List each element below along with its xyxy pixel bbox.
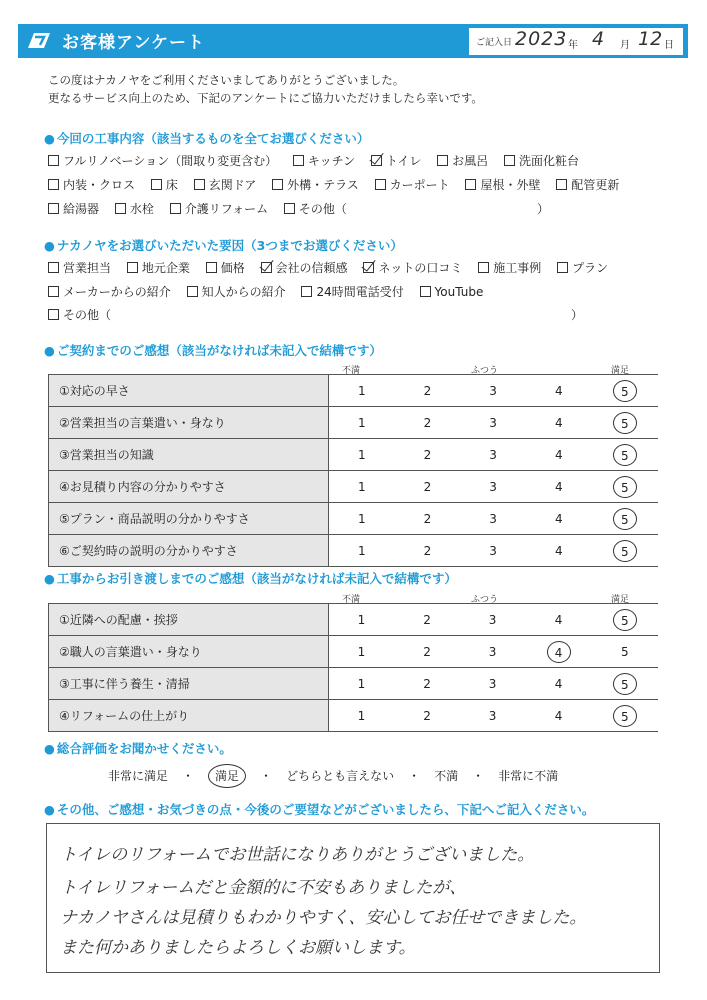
rating-value: 2: [423, 676, 431, 691]
reason-option[interactable]: 地元企業: [127, 259, 190, 276]
rating-option-5[interactable]: [592, 407, 658, 439]
work-option[interactable]: トイレ: [371, 152, 421, 169]
work-option[interactable]: 外構・テラス: [272, 176, 359, 193]
rating-question: ②営業担当の言葉遣い・身なり: [49, 407, 329, 439]
checkbox[interactable]: [556, 179, 567, 190]
checkbox[interactable]: [206, 262, 217, 273]
rating-value: 4: [554, 676, 563, 691]
checkbox[interactable]: [151, 179, 162, 190]
rating-question: ④リフォームの仕上がり: [49, 700, 329, 732]
rating-option-3[interactable]: [460, 407, 526, 439]
checkbox-checked[interactable]: [261, 262, 272, 273]
page-title: お客様アンケート: [62, 33, 205, 53]
rating-value: 1: [357, 676, 366, 691]
work-option[interactable]: 玄関ドア: [194, 176, 257, 193]
rating-option-1[interactable]: [328, 535, 394, 567]
reason-options-row-2: [48, 283, 495, 300]
rating-value: 1: [357, 447, 366, 462]
scale-mid-label: ふつう: [471, 595, 499, 605]
reason-option[interactable]: ネットの口コミ: [363, 259, 462, 276]
reason-option[interactable]: YouTube: [420, 285, 484, 299]
scale-high-label: 満足: [611, 366, 630, 376]
rating-row: [49, 700, 659, 732]
rating-value: 4: [554, 447, 563, 462]
rating-option-5[interactable]: [592, 700, 658, 732]
work-options-row-1: [48, 152, 591, 169]
rating-value: 1: [357, 612, 366, 627]
construction-rating-table: [48, 603, 658, 732]
rating-option-2[interactable]: [394, 604, 460, 636]
reason-option[interactable]: プラン: [557, 259, 608, 276]
rating-option-5[interactable]: [592, 668, 658, 700]
section-work-heading: ● 今回の工事内容（該当するものを全てお選びください）: [44, 129, 369, 147]
rating-option-3[interactable]: [460, 700, 526, 732]
checkbox[interactable]: [293, 155, 304, 166]
rating-question: ④お見積り内容の分かりやすさ: [49, 471, 329, 503]
overall-option-selected[interactable]: 満足: [208, 764, 246, 788]
rating-option-1[interactable]: [328, 471, 394, 503]
work-option[interactable]: 介護リフォーム: [170, 200, 268, 217]
rating-row: [49, 535, 659, 567]
checkbox[interactable]: [194, 179, 205, 190]
rating-value: 2: [423, 612, 431, 627]
rating-option-2[interactable]: [395, 535, 461, 567]
rating-value: 4: [554, 479, 563, 494]
rating-option-3[interactable]: [460, 636, 526, 668]
separator-dot: ・: [408, 769, 421, 783]
separator-dot: ・: [260, 769, 273, 783]
reason-options-row-3: [48, 306, 595, 323]
overall-option[interactable]: 不満: [434, 769, 459, 783]
checkbox[interactable]: [127, 262, 138, 273]
selected-rating-circle: 5: [613, 540, 637, 562]
rating-option-3[interactable]: [460, 503, 526, 535]
work-option[interactable]: 屋根・外壁: [465, 176, 540, 193]
work-option[interactable]: カーポート: [375, 176, 450, 193]
rating-option-5[interactable]: [592, 535, 658, 567]
rating-value: 5: [621, 644, 629, 659]
rating-value: 3: [488, 644, 497, 659]
rating-value: 2: [423, 511, 432, 526]
rating-row: [49, 471, 659, 503]
date-month: 4: [592, 28, 605, 50]
reason-option[interactable]: 会社の信頼感: [261, 259, 348, 276]
rating-option-4[interactable]: [526, 439, 592, 471]
rating-row: [49, 636, 659, 668]
selected-rating-circle: 5: [613, 380, 637, 402]
rating-option-1[interactable]: [328, 503, 394, 535]
rating-value: 4: [554, 415, 563, 430]
work-option[interactable]: 給湯器: [48, 200, 99, 217]
rating-option-3[interactable]: [460, 668, 526, 700]
rating-row: [49, 668, 659, 700]
reason-option[interactable]: メーカーからの紹介: [48, 283, 171, 300]
checkbox[interactable]: [465, 179, 476, 190]
contract-rating-table: [48, 374, 658, 567]
checkbox[interactable]: [284, 203, 295, 214]
work-options-row-2: [48, 176, 631, 193]
checkbox[interactable]: [272, 179, 283, 190]
rating-option-3[interactable]: [460, 604, 526, 636]
date-month-unit: 月: [620, 40, 630, 51]
checkbox[interactable]: [437, 155, 448, 166]
rating-question: ⑥ご契約時の説明の分かりやすさ: [49, 535, 329, 567]
rating-option-2[interactable]: [395, 375, 461, 407]
work-options-row-3: [48, 200, 561, 217]
work-option[interactable]: 床: [151, 176, 178, 193]
work-option[interactable]: フルリノベーション（間取り変更含む）: [48, 152, 277, 169]
rating-option-4[interactable]: [525, 636, 591, 668]
work-option-other[interactable]: その他（ ）: [284, 200, 549, 217]
rating-value: 4: [554, 612, 563, 627]
reason-option[interactable]: 施工事例: [478, 259, 541, 276]
rating-value: 1: [357, 708, 366, 723]
checkbox[interactable]: [48, 179, 59, 190]
checkbox[interactable]: [420, 286, 431, 297]
checkbox[interactable]: [48, 155, 59, 166]
rating-row: [49, 407, 659, 439]
rating-option-3[interactable]: [460, 439, 526, 471]
scale-low-label: 不満: [342, 366, 361, 376]
reason-option[interactable]: 知人からの紹介: [187, 283, 286, 300]
overall-option[interactable]: 非常に不満: [498, 769, 559, 783]
checkbox-checked[interactable]: [371, 155, 382, 166]
selected-rating-circle: 5: [613, 412, 637, 434]
rating-row: [49, 604, 659, 636]
section-construction-heading: ● 工事からお引き渡しまでのご感想（該当がなければ未記入で結構です）: [44, 569, 457, 587]
reason-option[interactable]: 価格: [206, 259, 245, 276]
scale-low-label: 不満: [342, 595, 361, 605]
rating-option-3[interactable]: [460, 471, 526, 503]
rating-option-2[interactable]: [395, 503, 461, 535]
rating-question: ③営業担当の知識: [49, 439, 329, 471]
separator-dot: ・: [472, 769, 485, 783]
reason-option[interactable]: 営業担当: [48, 259, 111, 276]
date-label: ご記入日: [476, 38, 513, 48]
checkbox[interactable]: [504, 155, 515, 166]
selected-rating-circle: 5: [613, 705, 637, 727]
rating-option-1[interactable]: [328, 375, 394, 407]
rating-option-4[interactable]: [526, 375, 592, 407]
scale-mid-label: ふつう: [471, 366, 499, 376]
comment-line: トイレのリフォームでお世話になりありがとうございました。: [60, 845, 535, 865]
rating-option-4[interactable]: [525, 700, 591, 732]
work-option[interactable]: 内装・クロス: [48, 176, 135, 193]
rating-option-4[interactable]: [526, 407, 592, 439]
nakanoya-logo-icon: [26, 31, 52, 50]
rating-option-4[interactable]: [526, 503, 592, 535]
checkbox[interactable]: [48, 286, 59, 297]
rating-option-4[interactable]: [526, 535, 592, 567]
rating-value: 2: [423, 644, 431, 659]
rating-value: 4: [554, 543, 563, 558]
rating-option-2[interactable]: [394, 700, 460, 732]
checkbox[interactable]: [375, 179, 386, 190]
rating-value: 4: [554, 708, 563, 723]
rating-option-2[interactable]: [395, 471, 461, 503]
checkbox[interactable]: [187, 286, 198, 297]
rating-value: 1: [357, 511, 366, 526]
rating-value: 4: [554, 383, 563, 398]
rating-option-3[interactable]: [460, 375, 526, 407]
separator-dot: ・: [182, 769, 195, 783]
rating-option-1[interactable]: [328, 668, 394, 700]
checkbox[interactable]: [478, 262, 489, 273]
rating-option-5[interactable]: [592, 471, 658, 503]
intro-line-2: 更なるサービス向上のため、下記のアンケートにご協力いただけましたら幸いです。: [48, 91, 483, 105]
rating-value: 3: [489, 511, 497, 526]
section-comment-heading: ● その他、ご感想・お気づきの点・今後のご要望などがございましたら、下記へご記入ください。: [44, 800, 594, 818]
comment-line: トイレリフォームだと金額的に不安もありましたが、: [60, 878, 467, 898]
rating-question: ①近隣への配慮・挨拶: [49, 604, 329, 636]
rating-value: 3: [489, 543, 497, 558]
rating-value: 3: [488, 708, 497, 723]
work-option[interactable]: 水栓: [115, 200, 154, 217]
overall-option[interactable]: 非常に満足: [108, 769, 169, 783]
rating-question: ①対応の早さ: [49, 375, 329, 407]
selected-rating-circle: 5: [613, 609, 637, 631]
comment-line: ナカノヤさんは見積りもわかりやすく、安心してお任せできました。: [60, 908, 587, 928]
rating-value: 2: [423, 415, 432, 430]
rating-option-2[interactable]: [395, 439, 461, 471]
date-day: 12: [638, 28, 663, 50]
selected-rating-circle: 5: [613, 444, 637, 466]
checkbox[interactable]: [170, 203, 181, 214]
rating-value: 1: [357, 415, 366, 430]
rating-value: 4: [554, 511, 563, 526]
rating-question: ②職人の言葉遣い・身なり: [49, 636, 329, 668]
rating-option-2[interactable]: [394, 668, 460, 700]
rating-value: 1: [357, 543, 366, 558]
rating-option-1[interactable]: [328, 636, 394, 668]
work-option[interactable]: 洗面化粧台: [504, 152, 579, 169]
date-year-unit: 年: [568, 40, 578, 51]
checkbox[interactable]: [115, 203, 126, 214]
section-overall-heading: ● 総合評価をお聞かせください。: [44, 739, 232, 757]
selected-rating-circle: 5: [613, 673, 637, 695]
work-option[interactable]: お風呂: [437, 152, 488, 169]
scale-high-label: 満足: [611, 595, 630, 605]
selected-rating-circle: 5: [613, 476, 637, 498]
rating-option-5[interactable]: [592, 503, 658, 535]
rating-row: [49, 439, 659, 471]
section-reason-heading: ● ナカノヤをお選びいただいた要因（3つまでお選びください）: [44, 236, 403, 254]
rating-option-5[interactable]: [592, 375, 658, 407]
reason-option[interactable]: 24時間電話受付: [301, 283, 403, 300]
rating-option-5[interactable]: [592, 604, 658, 636]
rating-option-4[interactable]: [525, 604, 591, 636]
rating-value: 3: [488, 676, 497, 691]
checkbox[interactable]: [48, 262, 59, 273]
rating-row: [49, 503, 659, 535]
overall-options: [108, 767, 572, 784]
checkbox[interactable]: [557, 262, 568, 273]
rating-value: 2: [423, 479, 432, 494]
rating-value: 2: [423, 708, 431, 723]
rating-value: 3: [489, 447, 497, 462]
rating-value: 2: [423, 383, 432, 398]
rating-option-4[interactable]: [525, 668, 591, 700]
rating-row: [49, 375, 659, 407]
rating-option-1[interactable]: [328, 604, 394, 636]
comment-line: また何かありましたらよろしくお願いします。: [60, 938, 416, 958]
rating-option-2[interactable]: [394, 636, 460, 668]
reason-options-row-1: [48, 259, 620, 276]
rating-question: ③工事に伴う養生・清掃: [49, 668, 329, 700]
checkbox[interactable]: [48, 309, 59, 320]
rating-option-2[interactable]: [395, 407, 461, 439]
rating-value: 3: [489, 383, 497, 398]
rating-question: ⑤プラン・商品説明の分かりやすさ: [49, 503, 329, 535]
date-year: 2023: [515, 28, 568, 50]
rating-value: 3: [488, 612, 497, 627]
date-day-unit: 日: [664, 40, 674, 51]
checkbox[interactable]: [48, 203, 59, 214]
work-option[interactable]: 配管更新: [556, 176, 619, 193]
rating-value: 1: [357, 644, 366, 659]
intro-line-1: この度はナカノヤをご利用くださいましてありがとうございました。: [48, 73, 405, 87]
rating-option-1[interactable]: [328, 407, 394, 439]
rating-option-5[interactable]: [592, 439, 658, 471]
overall-option[interactable]: どちらとも言えない: [286, 769, 395, 783]
checkbox-checked[interactable]: [363, 262, 374, 273]
rating-value: 3: [489, 479, 497, 494]
selected-rating-circle: 5: [613, 508, 637, 530]
rating-option-1[interactable]: [328, 700, 394, 732]
rating-option-1[interactable]: [328, 439, 394, 471]
rating-value: 1: [357, 479, 366, 494]
section-contract-heading: ● ご契約までのご感想（該当がなければ未記入で結構です）: [44, 341, 382, 359]
work-option[interactable]: キッチン: [293, 152, 355, 169]
rating-value: 3: [489, 415, 497, 430]
rating-value: 2: [423, 543, 432, 558]
rating-value: 1: [357, 383, 366, 398]
rating-option-4[interactable]: [526, 471, 592, 503]
selected-rating-circle: 4: [547, 641, 571, 663]
rating-value: 2: [423, 447, 432, 462]
reason-option-other[interactable]: その他（ ）: [48, 306, 583, 323]
rating-option-3[interactable]: [460, 535, 526, 567]
rating-option-5[interactable]: [592, 636, 658, 668]
checkbox[interactable]: [301, 286, 312, 297]
